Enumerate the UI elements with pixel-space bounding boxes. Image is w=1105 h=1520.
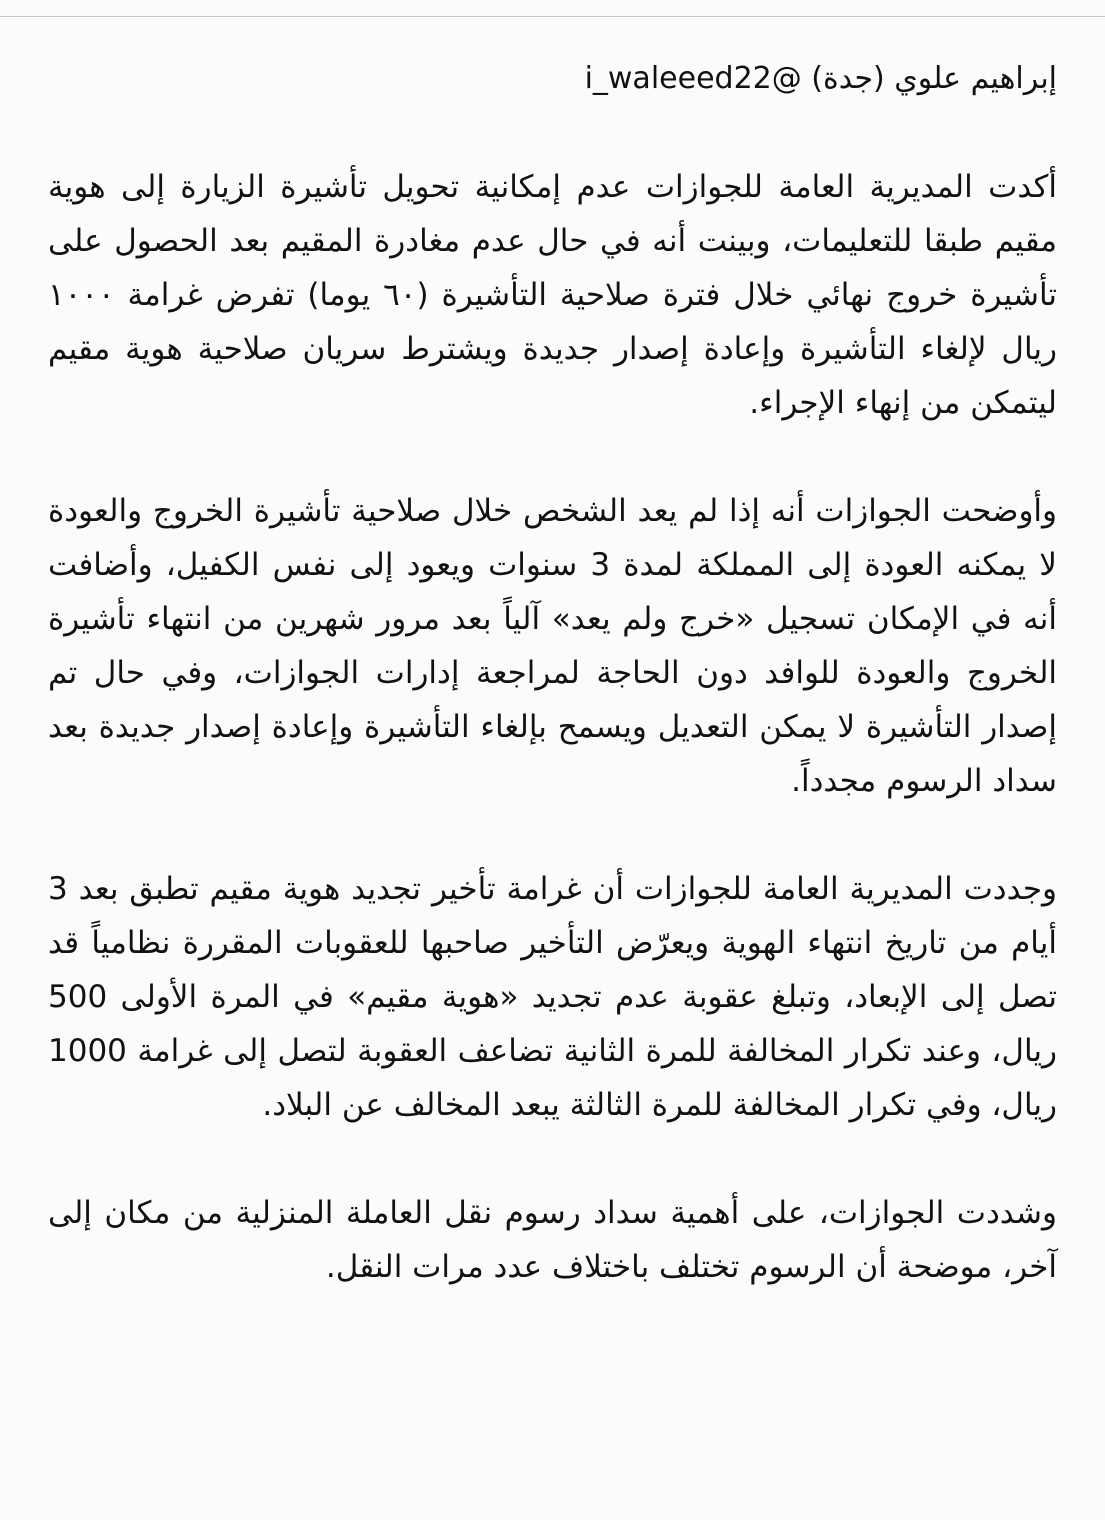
top-divider [0, 16, 1105, 17]
article-body [48, 52, 1057, 1500]
paragraph-visa-conversion: أكدت المديرية العامة للجوازات عدم إمكانية تحويل تأشيرة الزيارة إلى هوية مقيم طبقا للتعليمات، وبينت أنه في حال عدم مغادرة المقيم بعد الحصول على تأشيرة خروج نهائي خلال فترة صلاحية التأشيرة (٦٠ يوما) تفرض غرامة ١٠٠٠ ريال لإلغاء التأشيرة وإعادة إصدار جديدة ويشترط سريان صلاحية هوية مقيم ليتمكن من إنهاء الإجراء. [48, 169, 1058, 421]
paragraph-exit-reentry: وأوضحت الجوازات أنه إذا لم يعد الشخص خلال صلاحية تأشيرة الخروج والعودة لا يمكنه العودة إلى المملكة لمدة 3 سنوات ويعود إلى نفس الكفيل، وأضافت أنه في الإمكان تسجيل «خرج ولم يعد» آلياً بعد مرور شهرين من انتهاء تأشيرة الخروج والعودة للوافد دون الحاجة لمراجعة إدارات الجوازات، وفي حال تم إصدار التأشيرة لا يمكن التعديل ويسمح بإلغاء التأشيرة وإعادة إصدار جديدة بعد سداد الرسوم مجدداً. [48, 493, 1057, 799]
paragraph-iqama-renewal-fines: وجددت المديرية العامة للجوازات أن غرامة تأخير تجديد هوية مقيم تطبق بعد 3 أيام من تاريخ انتهاء الهوية ويعرّض التأخير صاحبها للعقوبات المقررة نظامياً قد تصل إلى الإبعاد، وتبلغ عقوبة عدم تجديد «هوية مقيم» في المرة الأولى 500 ريال، وعند تكرار المخالفة للمرة الثانية تضاعف العقوبة لتصل إلى غرامة 1000 ريال، وفي تكرار المخالفة للمرة الثالثة يبعد المخالف عن البلاد. [48, 871, 1057, 1123]
paragraph-worker-transfer-fees: وشددت الجوازات، على أهمية سداد رسوم نقل العاملة المنزلية من مكان إلى آخر، موضحة أن الرسوم تختلف باختلاف عدد مرات النقل. [48, 1195, 1057, 1285]
byline: إبراهيم علوي (جدة) @i_waleeed22 [584, 61, 1057, 96]
